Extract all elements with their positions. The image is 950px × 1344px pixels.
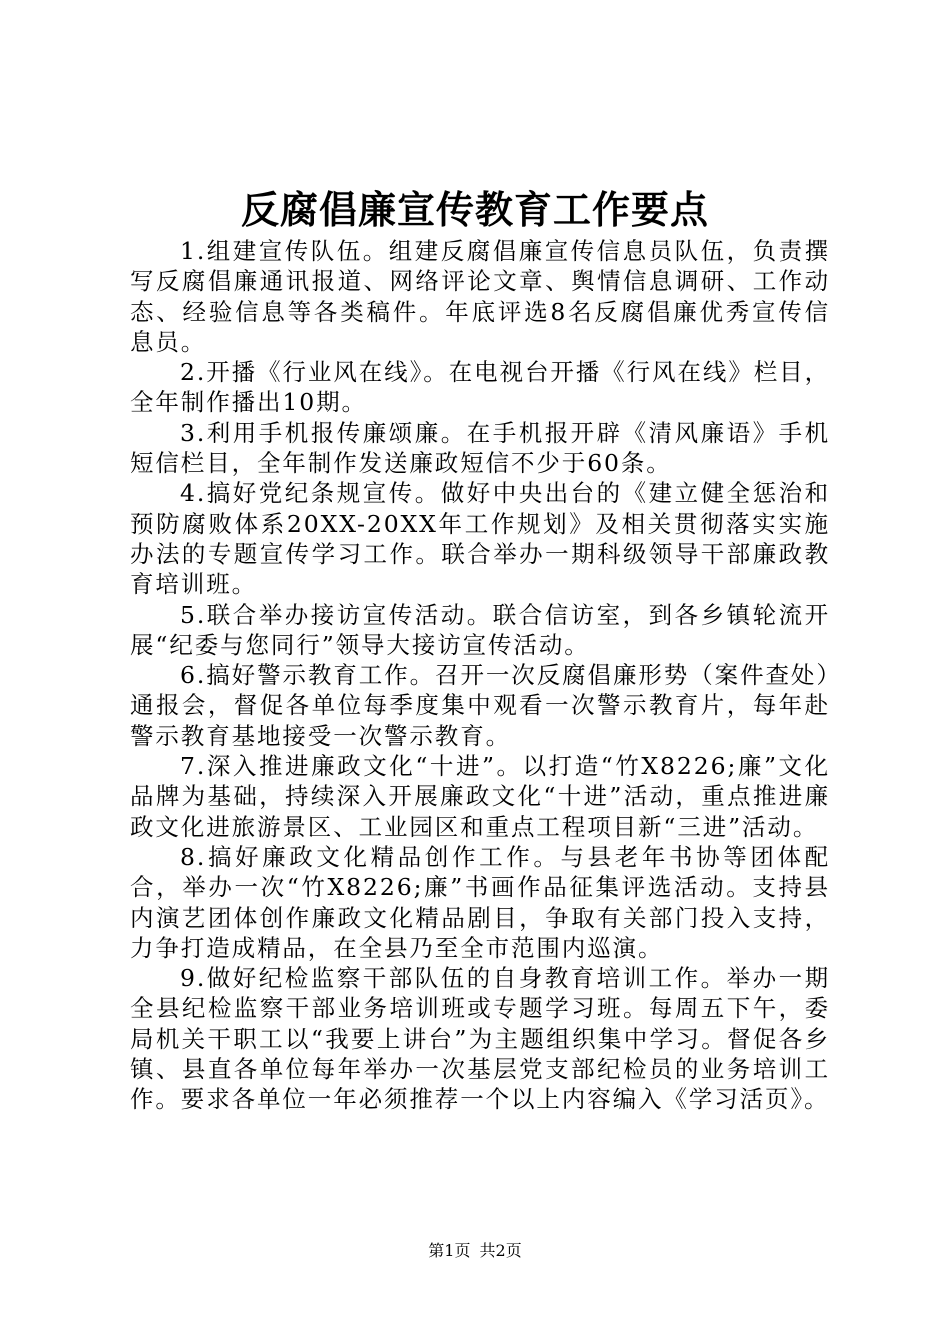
- paragraph-8: 8.搞好廉政文化精品创作工作。与县老年书协等团体配合，举办一次“竹X8226;廉”书画作品征集评选活动。支持县内演艺团体创作廉政文化精品剧目，争取有关部门投入支持，力争打造成精品，在全县乃至全市范围内巡演。: [130, 842, 830, 962]
- paragraph-6: 6.搞好警示教育工作。召开一次反腐倡廉形势（案件查处）通报会，督促各单位每季度集中观看一次警示教育片，每年赴警示教育基地接受一次警示教育。: [130, 661, 830, 750]
- paragraph-1: 1.组建宣传队伍。组建反腐倡廉宣传信息员队伍，负责撰写反腐倡廉通讯报道、网络评论文章、舆情信息调研、工作动态、经验信息等各类稿件。年底评选8名反腐倡廉优秀宣传信息员。: [130, 237, 830, 356]
- page-footer: [0, 1240, 950, 1262]
- paragraph-4: 4.搞好党纪条规宣传。做好中央出台的《建立健全惩治和预防腐败体系20XX-20XX年工作规划》及相关贯彻落实实施办法的专题宣传学习工作。联合举办一期科级领导干部廉政教育培训班。: [130, 479, 830, 599]
- paragraph-9: 9.做好纪检监察干部队伍的自身教育培训工作。举办一期全县纪检监察干部业务培训班或专题学习班。每周五下午，委局机关干职工以“我要上讲台”为主题组织集中学习。督促各乡镇、县直各单位每年举办一次基层党支部纪检员的业务培训工作。要求各单位一年必须推荐一个以上内容编入《学习活页》。: [130, 964, 830, 1114]
- page-number: 第1页: [428, 1241, 471, 1260]
- document-title: 反腐倡廉宣传教育工作要点: [240, 187, 709, 232]
- paragraph-3: 3.利用手机报传廉颂廉。在手机报开辟《清风廉语》手机短信栏目，全年制作发送廉政短信不少于60条。: [130, 418, 830, 478]
- document-body: [130, 236, 830, 1115]
- paragraph-5: 5.联合举办接访宣传活动。联合信访室，到各乡镇轮流开展“纪委与您同行”领导大接访宣传活动。: [130, 600, 830, 659]
- paragraph-2: 2.开播《行业风在线》。在电视台开播《行风在线》栏目，全年制作播出10期。: [130, 358, 830, 417]
- paragraph-7: 7.深入推进廉政文化“十进”。以打造“竹X8226;廉”文化品牌为基础，持续深入开展廉政文化“十进”活动，重点推进廉政文化进旅游景区、工业园区和重点工程项目新“三进”活动。: [130, 752, 830, 841]
- page-total: 共2页: [479, 1241, 522, 1260]
